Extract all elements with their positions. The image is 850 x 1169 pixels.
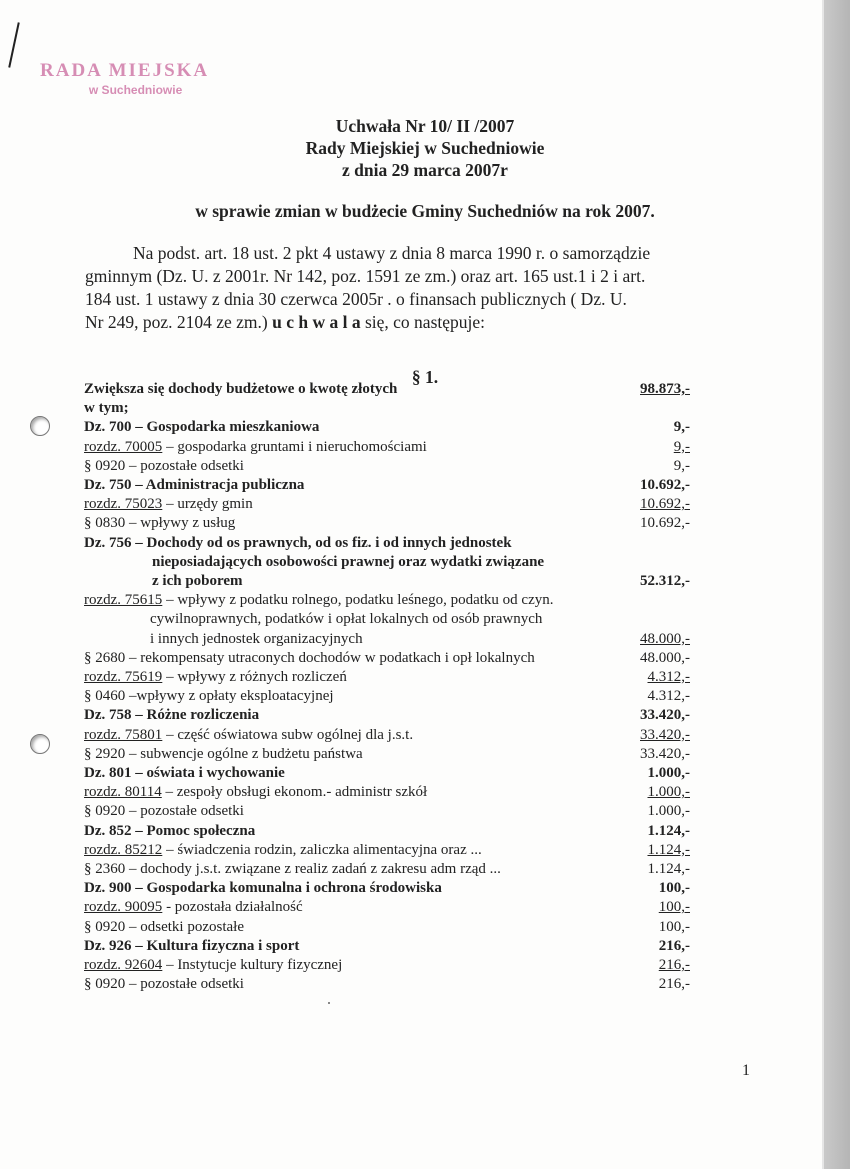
budget-row: [84, 822, 690, 841]
budget-row-amount: 52.312,-: [640, 573, 690, 590]
budget-row-text: – gospodarka gruntami i nieruchomościami: [162, 438, 427, 455]
budget-row: [84, 879, 690, 898]
budget-row: [84, 956, 690, 975]
budget-row-text: – wpływy z różnych rozliczeń: [162, 669, 347, 686]
budget-row-label: [84, 822, 690, 841]
budget-row-amount: 1.124,-: [647, 822, 690, 839]
budget-row: [84, 726, 690, 745]
budget-row: [84, 553, 690, 572]
council-name: Rady Miejskiej w Suchedniowie: [305, 138, 545, 158]
budget-row-label: [84, 668, 690, 687]
budget-row-text: Dz. 756 – Dochody od os prawnych, od os fiz. i od innych jednostek: [84, 534, 512, 551]
budget-row-label: [84, 726, 690, 745]
budget-row-label: [84, 495, 690, 514]
budget-row: [84, 783, 690, 802]
pen-mark: [8, 22, 20, 67]
preamble-line-4: [85, 311, 725, 334]
budget-row: [84, 687, 690, 706]
budget-row: [84, 438, 690, 457]
budget-row-label: [84, 591, 690, 610]
budget-row-amount: 9,-: [673, 419, 690, 436]
stamp-line-1: RADA MIEJSKA: [40, 60, 210, 81]
budget-row-amount: 33.420,-: [640, 707, 690, 724]
budget-row-amount: 9,-: [673, 438, 690, 455]
budget-row-label: [84, 783, 690, 802]
budget-row-text: § 0460 –wpływy z opłaty eksploatacyjnej: [84, 688, 334, 705]
budget-row-amount: 1.000,-: [647, 784, 690, 801]
section-heading: § 1.: [411, 367, 439, 387]
resolution-number: Uchwała Nr 10/ II /2007: [335, 116, 515, 136]
stamp-line-2: w Suchedniowie: [88, 83, 183, 97]
budget-row-amount: 100,-: [658, 880, 690, 897]
budget-row-text: cywilnoprawnych, podatków i opłat lokalnych od osób prawnych: [150, 611, 543, 628]
budget-row: [84, 418, 690, 437]
scan-speck: [328, 1002, 330, 1004]
budget-row-label: [84, 975, 690, 994]
budget-row-text: § 0920 – pozostałe odsetki: [84, 803, 244, 820]
budget-row-text: § 2680 – rekompensaty utraconych dochodów w podatkach i opł lokalnych: [84, 649, 535, 666]
budget-row-label: [84, 879, 690, 898]
punch-hole-bottom: [30, 734, 50, 754]
budget-row-text: – Instytucje kultury fizycznej: [162, 957, 343, 974]
budget-row: [84, 399, 690, 418]
budget-row-amount: 33.420,-: [640, 745, 690, 762]
budget-row-text: w tym;: [84, 400, 129, 417]
budget-table: [84, 380, 690, 995]
budget-row-text: – część oświatowa subw ogólnej dla j.s.t.: [162, 726, 414, 743]
budget-row-label: [84, 745, 690, 764]
budget-row-amount: 4.312,-: [647, 688, 690, 705]
budget-row-text: – zespoły obsługi ekonom.- administr szkół: [161, 784, 428, 801]
budget-row-amount: 9,-: [673, 457, 690, 474]
budget-row-label: [84, 898, 690, 917]
budget-row-label: [84, 534, 690, 553]
budget-row-label: [84, 514, 690, 533]
budget-row-label: [84, 860, 690, 879]
budget-row-label: [84, 457, 690, 476]
budget-row: [84, 918, 690, 937]
preamble-line-4-end: się, co następuje:: [360, 312, 485, 332]
budget-row-text: § 0920 – odsetki pozostałe: [84, 918, 244, 935]
budget-row-text: Dz. 900 – Gospodarka komunalna i ochrona środowiska: [84, 880, 442, 897]
preamble-line-3: 184 ust. 1 ustawy z dnia 30 czerwca 2005r . o finansach publicznych ( Dz. U.: [85, 289, 627, 309]
budget-row-amount: 216,-: [658, 957, 690, 974]
budget-row-text: § 2920 – subwencje ogólne z budżetu państwa: [84, 745, 363, 762]
budget-row-label: [84, 956, 690, 975]
budget-row-text: Zwiększa się dochody budżetowe o kwotę złotych: [84, 381, 398, 397]
council-stamp: [40, 60, 209, 97]
preamble-line-2: gminnym (Dz. U. z 2001r. Nr 142, poz. 1591 ze zm.) oraz art. 165 ust.1 i 2 i art.: [85, 266, 646, 286]
budget-row: [84, 841, 690, 860]
budget-row-text: nieposiadających osobowości prawnej oraz wydatki związane: [152, 553, 545, 570]
budget-row-amount: 48.000,-: [640, 630, 690, 647]
budget-row-label: [84, 553, 690, 572]
budget-row-text: Dz. 750 – Administracja publiczna: [84, 477, 305, 494]
chapter-code: rozdz. 80114: [84, 784, 162, 801]
budget-row: [84, 860, 690, 879]
chapter-code: rozdz. 75023: [84, 496, 163, 513]
preamble-resolves: u c h w a l a: [272, 312, 361, 332]
budget-row: [84, 380, 690, 399]
budget-row: [84, 610, 690, 629]
budget-row-label: [84, 802, 690, 821]
budget-row: [84, 476, 690, 495]
budget-row-label: [84, 937, 690, 956]
budget-row-label: [84, 418, 690, 437]
budget-row-amount: 98.873,-: [640, 381, 690, 397]
budget-row: [84, 495, 690, 514]
preamble-line-1: Na podst. art. 18 ust. 2 pkt 4 ustawy z dnia 8 marca 1990 r. o samorządzie: [133, 243, 651, 263]
budget-row: [84, 630, 690, 649]
preamble-line-4-start: Nr 249, poz. 2104 ze zm.): [85, 312, 273, 332]
budget-row-amount: 1.000,-: [647, 765, 690, 782]
budget-row: [84, 668, 690, 687]
budget-row-amount: 1.124,-: [647, 841, 690, 858]
budget-row-label: [84, 399, 690, 418]
budget-row-text: Dz. 926 – Kultura fizyczna i sport: [84, 937, 300, 954]
budget-row-amount: 1.124,-: [647, 861, 690, 878]
budget-row-amount: 216,-: [658, 976, 690, 993]
budget-row-amount: 4.312,-: [647, 669, 690, 686]
chapter-code: rozdz. 92604: [84, 957, 163, 974]
budget-row-text: Dz. 852 – Pomoc społeczna: [84, 822, 256, 839]
budget-row-label: [84, 841, 690, 860]
budget-row-text: Dz. 758 – Różne rozliczenia: [84, 707, 260, 724]
budget-row-label: [84, 572, 690, 591]
budget-row-amount: 48.000,-: [640, 649, 690, 666]
budget-row-text: § 0920 – pozostałe odsetki: [84, 976, 244, 993]
chapter-code: rozdz. 75619: [84, 669, 163, 686]
budget-row: [84, 649, 690, 668]
budget-row-amount: 10.692,-: [640, 477, 690, 494]
budget-row: [84, 802, 690, 821]
resolution-date: z dnia 29 marca 2007r: [342, 160, 508, 180]
chapter-code: rozdz. 75801: [84, 726, 163, 743]
budget-row-text: – urzędy gmin: [162, 496, 253, 513]
budget-row: [84, 764, 690, 783]
budget-row-label: [84, 476, 690, 495]
budget-row-text: § 0920 – pozostałe odsetki: [84, 457, 244, 474]
budget-row-text: – świadczenia rodzin, zaliczka alimentacyjna oraz ...: [162, 841, 482, 858]
budget-row: [84, 514, 690, 533]
budget-row-amount: 33.420,-: [640, 726, 690, 743]
budget-row-label: [84, 687, 690, 706]
budget-row: [84, 457, 690, 476]
budget-row-amount: 100,-: [658, 918, 690, 935]
budget-row-label: [84, 630, 690, 649]
chapter-code: rozdz. 70005: [84, 438, 163, 455]
budget-row-amount: 10.692,-: [640, 515, 690, 532]
budget-row: [84, 591, 690, 610]
budget-row-amount: 216,-: [658, 937, 690, 954]
chapter-code: rozdz. 75615: [84, 592, 163, 609]
budget-row-label: [84, 764, 690, 783]
budget-row: [84, 975, 690, 994]
budget-row-label: [84, 380, 690, 399]
budget-row-label: [84, 438, 690, 457]
budget-row-text: i innych jednostek organizacyjnych: [150, 630, 363, 647]
chapter-code: rozdz. 85212: [84, 841, 163, 858]
chapter-code: rozdz. 90095: [84, 899, 163, 916]
budget-row-text: – wpływy z podatku rolnego, podatku leśnego, podatku od czyn.: [162, 592, 554, 609]
budget-row-amount: 10.692,-: [640, 496, 690, 513]
budget-row-label: [84, 610, 690, 629]
budget-row-text: z ich poborem: [152, 573, 243, 590]
budget-row-text: Dz. 700 – Gospodarka mieszkaniowa: [84, 419, 320, 436]
budget-row: [84, 937, 690, 956]
budget-row: [84, 534, 690, 553]
budget-row-amount: 1.000,-: [647, 803, 690, 820]
budget-row-text: - pozostała działalność: [162, 899, 303, 916]
budget-row-label: [84, 706, 690, 725]
budget-row: [84, 572, 690, 591]
punch-hole-top: [30, 416, 50, 436]
budget-row-text: Dz. 801 – oświata i wychowanie: [84, 765, 285, 782]
budget-row: [84, 745, 690, 764]
budget-row-amount: 100,-: [658, 899, 690, 916]
budget-row-text: § 2360 – dochody j.s.t. związane z realiz zadań z zakresu adm rząd ...: [84, 861, 501, 878]
preamble: [85, 242, 725, 334]
budget-row-text: § 0830 – wpływy z usług: [84, 515, 236, 532]
budget-row-label: [84, 918, 690, 937]
resolution-subject: w sprawie zmian w budżecie Gminy Suchedniów na rok 2007.: [195, 201, 655, 221]
budget-row-label: [84, 649, 690, 668]
budget-row: [84, 898, 690, 917]
page-number: 1: [742, 1062, 750, 1079]
budget-row: [84, 706, 690, 725]
